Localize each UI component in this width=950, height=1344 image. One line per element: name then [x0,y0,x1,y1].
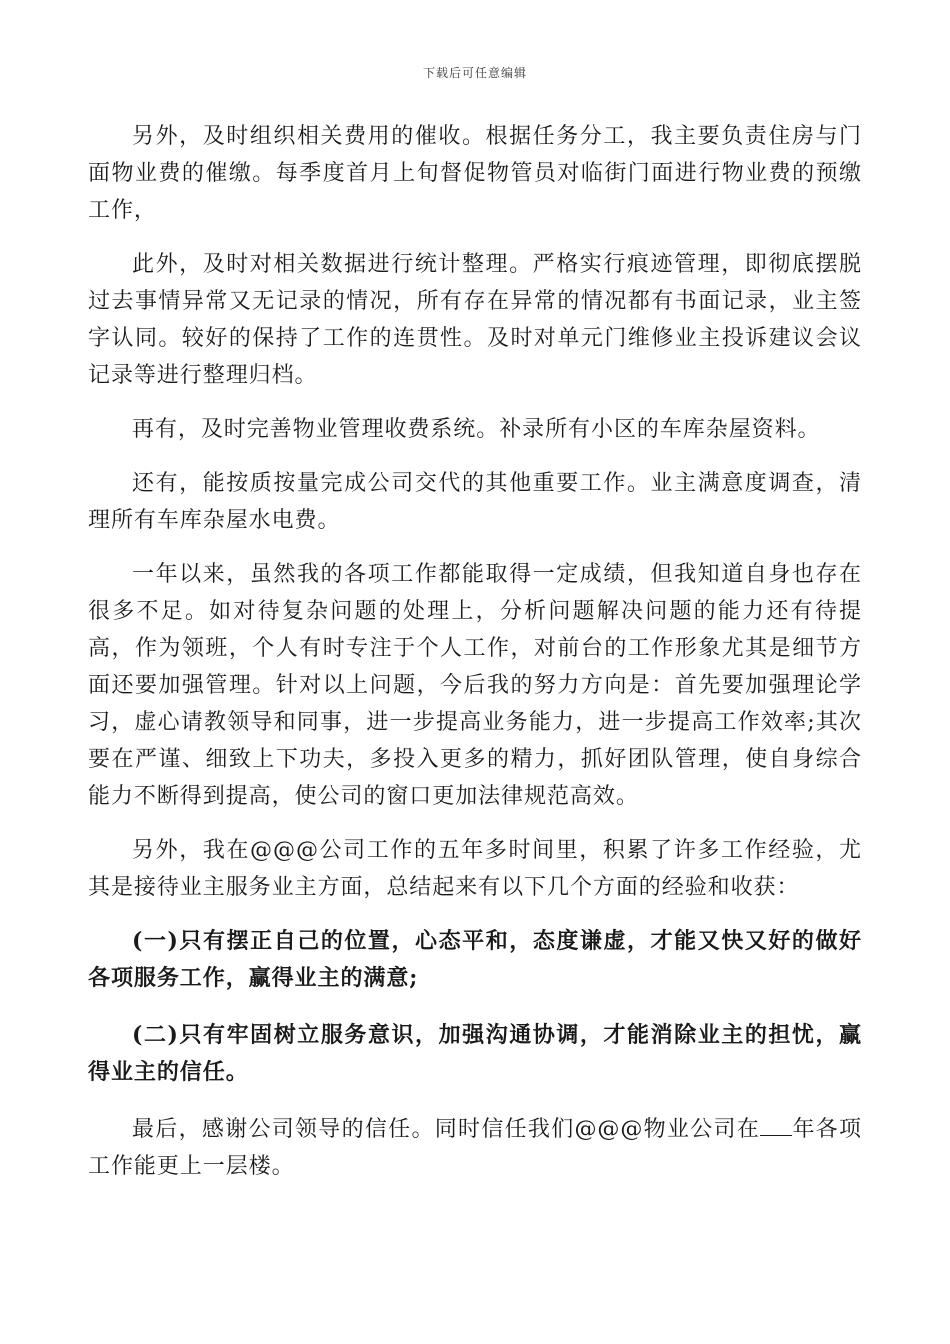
paragraph-data-statistics: 此外，及时对相关数据进行统计整理。严格实行痕迹管理，即彻底摆脱过去事情异常又无记录的情况，所有存在异常的情况都有书面记录，业主签字认同。较好的保持了工作的连贯性。及时对单元门维修业主投诉建议会议记录等进行整理归档。 [88,252,862,388]
closing-text-before: 最后，感谢公司领导的信任。同时信任我们@@@物业公司在 [132,1117,761,1142]
paragraph-other-work: 还有，能按质按量完成公司交代的其他重要工作。业主满意度调查，清理所有车库杂屋水电费。 [88,471,862,533]
paragraph-fee-collection: 另外，及时组织相关费用的催收。根据任务分工，我主要负责住房与门面物业费的催缴。每季度首月上旬督促物管员对临街门面进行物业费的预缴工作， [88,124,862,223]
year-blank [760,1117,792,1136]
document-body [88,118,862,1202]
paragraph-charging-system: 再有，及时完善物业管理收费系统。补录所有小区的车库杂屋资料。 [132,417,821,442]
paragraph-shortcomings: 一年以来，虽然我的各项工作都能取得一定成绩，但我知道自身也存在很多不足。如对待复杂问题的处理上，分析问题解决问题的能力还有待提高，作为领班，个人有时专注于个人工作，对前台的工作形象尤其是细节方面还要加强管理。针对以上问题，今后我的努力方向是：首先要加强理论学习，虚心请教领导和同事，进一步提高业务能力，进一步提高工作效率;其次要在严谨、细致上下功夫，多投入更多的精力，抓好团队管理，使自身综合能力不断得到提高，使公司的窗口更加法律规范高效。 [88,562,862,809]
paragraph-point-one: (一)只有摆正自己的位置，心态平和，态度谦虚，才能又快又好的做好各项服务工作，赢得业主的满意; [88,928,862,991]
closing-text-after: 年各项工作能更上一层楼。 [88,1117,862,1179]
page-header: 下载后可任意编辑 [422,66,527,80]
paragraph-point-two: (二)只有牢固树立服务意识，加强沟通协调，才能消除业主的担忧，赢得业主的信任。 [88,1022,862,1085]
paragraph-experience: 另外，我在@@@公司工作的五年多时间里，积累了许多工作经验，尤其是接待业主服务业主方面，总结起来有以下几个方面的经验和收获： [88,838,862,900]
paragraph-closing [88,1111,862,1185]
